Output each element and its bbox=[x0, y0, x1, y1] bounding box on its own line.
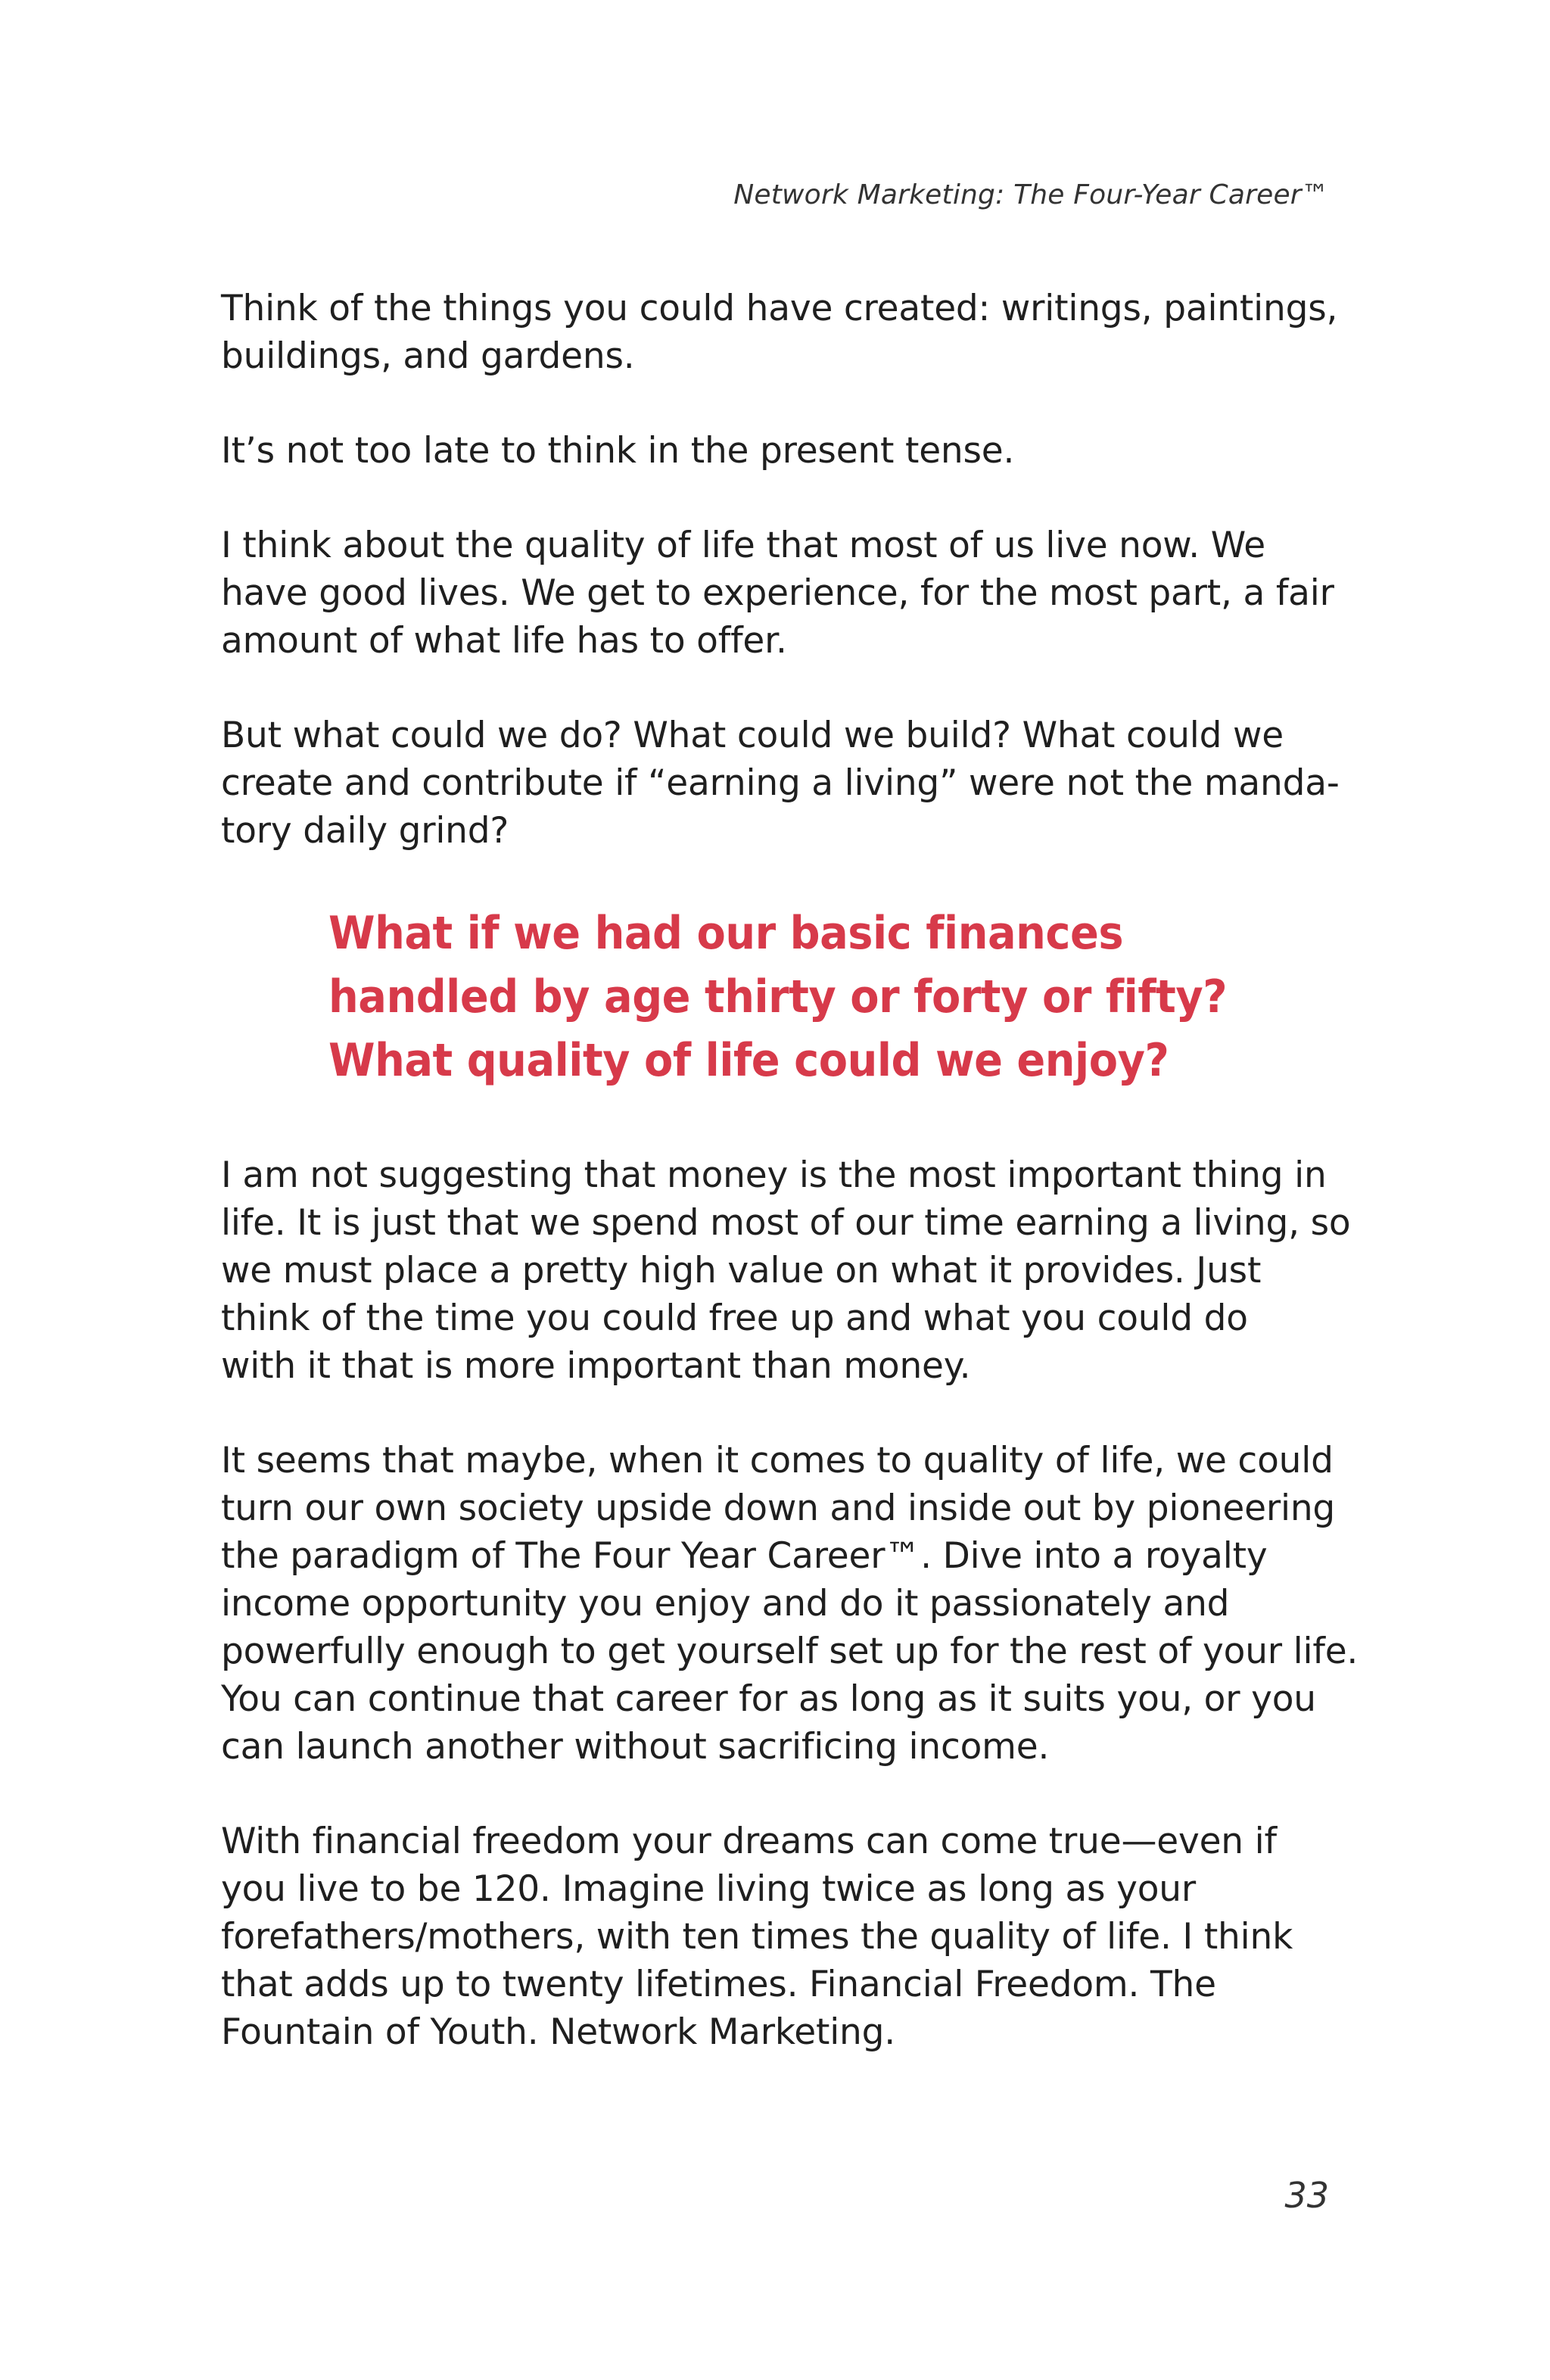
paragraph bbox=[221, 1818, 1341, 2056]
text-line: turn our own society upside down and inside out by pioneering bbox=[221, 1488, 1336, 1529]
text-line: With financial freedom your dreams can come true—even if bbox=[221, 1821, 1277, 1862]
text-line: buildings, and gardens. bbox=[221, 335, 635, 377]
text-line: It’s not too late to think in the present tense. bbox=[221, 430, 1015, 472]
text-line: think of the time you could free up and what you could do bbox=[221, 1297, 1248, 1339]
text-line: I am not suggesting that money is the most important thing in bbox=[221, 1154, 1327, 1196]
pull-quote-line: What if we had our basic finances bbox=[328, 907, 1124, 960]
text-line: you live to be 120. Imagine living twice as long as your bbox=[221, 1868, 1196, 1910]
text-line: life. It is just that we spend most of our time earning a living, so bbox=[221, 1202, 1351, 1244]
paragraph bbox=[221, 522, 1341, 665]
paragraph bbox=[221, 427, 1341, 475]
text-line: that adds up to twenty lifetimes. Financial Freedom. The bbox=[221, 1964, 1216, 2005]
body-text bbox=[221, 285, 1359, 2103]
paragraph bbox=[221, 285, 1341, 380]
pull-quote-line: What quality of life could we enjoy? bbox=[328, 1034, 1169, 1087]
text-line: Think of the things you could have created: writings, paintings, bbox=[221, 288, 1338, 329]
text-line: It seems that maybe, when it comes to quality of life, we could bbox=[221, 1440, 1334, 1481]
paragraph bbox=[221, 712, 1341, 855]
text-line: forefathers/mothers, with ten times the quality of life. I think bbox=[221, 1916, 1293, 1958]
running-header: Network Marketing: The Four-Year Career™ bbox=[733, 179, 1329, 210]
text-line: amount of what life has to offer. bbox=[221, 620, 787, 662]
text-line: the paradigm of The Four Year Career™. Dive into a royalty bbox=[221, 1535, 1268, 1577]
text-line: tory daily grind? bbox=[221, 810, 509, 852]
text-line: I think about the quality of life that most of us live now. We bbox=[221, 525, 1265, 566]
text-line: You can continue that career for as long as it suits you, or you bbox=[221, 1678, 1316, 1720]
text-line: can launch another without sacrificing income. bbox=[221, 1726, 1050, 1768]
text-line: we must place a pretty high value on what it provides. Just bbox=[221, 1250, 1262, 1291]
page-number: 33 bbox=[1284, 2175, 1329, 2216]
text-line: have good lives. We get to experience, for the most part, a fair bbox=[221, 572, 1334, 614]
text-line: create and contribute if “earning a living” were not the manda- bbox=[221, 762, 1340, 804]
pull-quote-line: handled by age thirty or forty or fifty? bbox=[328, 970, 1228, 1023]
pull-quote bbox=[328, 902, 1270, 1092]
paragraph bbox=[221, 1151, 1351, 1390]
paragraph bbox=[221, 1437, 1359, 1771]
text-line: Fountain of Youth. Network Marketing. bbox=[221, 2011, 896, 2053]
text-line: But what could we do? What could we build? What could we bbox=[221, 715, 1284, 756]
text-line: with it that is more important than money. bbox=[221, 1345, 971, 1387]
text-line: income opportunity you enjoy and do it passionately and bbox=[221, 1583, 1230, 1625]
text-line: powerfully enough to get yourself set up for the rest of your life. bbox=[221, 1631, 1359, 1672]
